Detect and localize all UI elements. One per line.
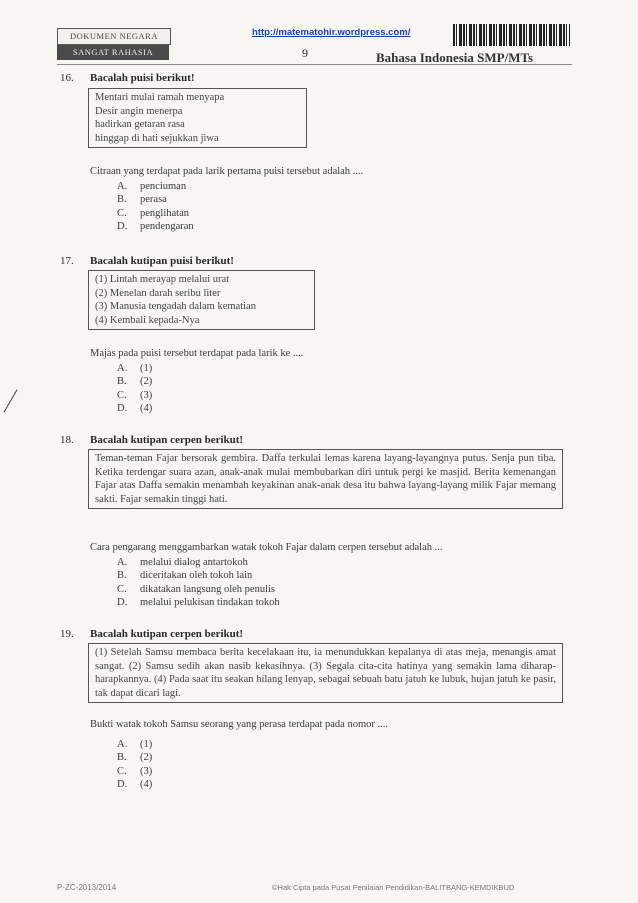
question-number: 19.	[60, 628, 74, 640]
copyright-notice: ©Hak Cipta pada Pusat Penilaian Pendidikan-BALITBANG-KEMDIKBUD	[272, 883, 515, 892]
passage-line: Desir angin menerpa	[95, 105, 183, 117]
secrecy-stamp: SANGAT RAHASIA	[57, 45, 169, 60]
poem-passage	[88, 270, 315, 330]
answer-options	[117, 738, 152, 792]
passage-line: (2) Menelan darah seribu liter	[95, 287, 221, 299]
question-number: 17.	[60, 255, 74, 267]
question-stem: Citraan yang terdapat pada larik pertama puisi tersebut adalah ....	[90, 166, 364, 177]
option-a[interactable]: A. (1)	[117, 363, 153, 374]
option-c[interactable]: C. dikatakan langsung oleh penulis	[117, 583, 276, 595]
option-a[interactable]: A. penciuman	[117, 181, 187, 192]
option-d[interactable]: D. pendengaran	[117, 221, 194, 233]
answer-options	[117, 362, 152, 416]
passage-line: (1) Lintah merayap melalui urat	[95, 274, 230, 285]
answer-options	[117, 180, 194, 234]
option-c[interactable]: C. (3)	[117, 765, 153, 777]
question-number: 16.	[60, 72, 74, 84]
question-stem: Cara pengarang menggambarkan watak tokoh Fajar dalam cerpen tersebut adalah ...	[90, 542, 443, 553]
document-code: P-ZC-2013/2014	[57, 883, 117, 892]
option-a[interactable]: A. melalui dialog antartokoh	[117, 557, 248, 568]
option-a[interactable]: A. (1)	[117, 739, 153, 750]
option-d[interactable]: D. melalui pelukisan tindakan tokoh	[117, 597, 280, 609]
option-b[interactable]: B. (2)	[117, 376, 153, 388]
question-stem: Bukti watak tokoh Samsu seorang yang perasa terdapat pada nomor ....	[90, 719, 389, 730]
question-heading: Bacalah puisi berikut!	[90, 72, 195, 84]
answer-options	[117, 556, 280, 610]
story-passage: Teman-teman Fajar bersorak gembira. Daffa terkulai lemas karena layang-layangnya putus. Senja pun tiba. Ketika terdengar suara azan, anak-anak mulai membubarkan diri untuk pergi ke masjid. Berita kemenangan Fajar atas Daffa semakin menambah keyakinan anak-anak desa itu bahwa layang-layang milik Fajar memang sakti. Fajar semakin tinggi hati.	[88, 449, 563, 509]
story-passage: (1) Setelah Samsu membaca berita kecelakaan itu, ia menundukkan kepalanya di atas meja, menangis amat sangat. (2) Samsu sedih akan nasib kekasihnya. (3) Segala cita-cita hatinya yang semakin lama diharap-harapkannya. (4) Pada saat itu seakan hilang lenyap, sebagai sebuah batu jatuh ke lubuk, hujan jatuh ke pasir, tak dapat dicari lagi.	[88, 643, 563, 703]
document-classification-stamp: DOKUMEN NEGARA	[57, 28, 171, 45]
subject-title: Bahasa Indonesia SMP/MTs	[376, 50, 534, 65]
option-b[interactable]: B. perasa	[117, 194, 167, 206]
passage-line: Mentari mulai ramah menyapa	[95, 92, 225, 103]
question-heading: Bacalah kutipan cerpen berikut!	[90, 434, 244, 446]
question-heading: Bacalah kutipan cerpen berikut!	[90, 628, 244, 640]
option-c[interactable]: C. (3)	[117, 389, 153, 401]
source-url-link[interactable]: http://matematohir.wordpress.com/	[252, 27, 411, 38]
page-number: 9	[302, 46, 308, 60]
question-heading: Bacalah kutipan puisi berikut!	[90, 255, 234, 267]
option-d[interactable]: D. (4)	[117, 403, 153, 415]
option-d[interactable]: D. (4)	[117, 779, 153, 791]
question-stem: Majas pada puisi tersebut terdapat pada larik ke ....	[90, 348, 304, 359]
passage-line: (4) Kembali kepada-Nya	[95, 314, 200, 326]
barcode-icon	[453, 24, 570, 46]
option-b[interactable]: B. (2)	[117, 752, 153, 764]
question-number: 18.	[60, 434, 74, 446]
passage-line: hadirkan getaran rasa	[95, 119, 185, 131]
passage-line: hinggap di hati sejukkan jiwa	[95, 132, 219, 144]
poem-passage	[88, 88, 307, 148]
pen-mark	[4, 389, 18, 412]
option-b[interactable]: B. diceritakan oleh tokoh lain	[117, 570, 253, 582]
passage-line: (3) Manusia tengadah dalam kematian	[95, 301, 256, 313]
header-divider	[57, 64, 572, 65]
option-c[interactable]: C. penglihatan	[117, 207, 189, 219]
